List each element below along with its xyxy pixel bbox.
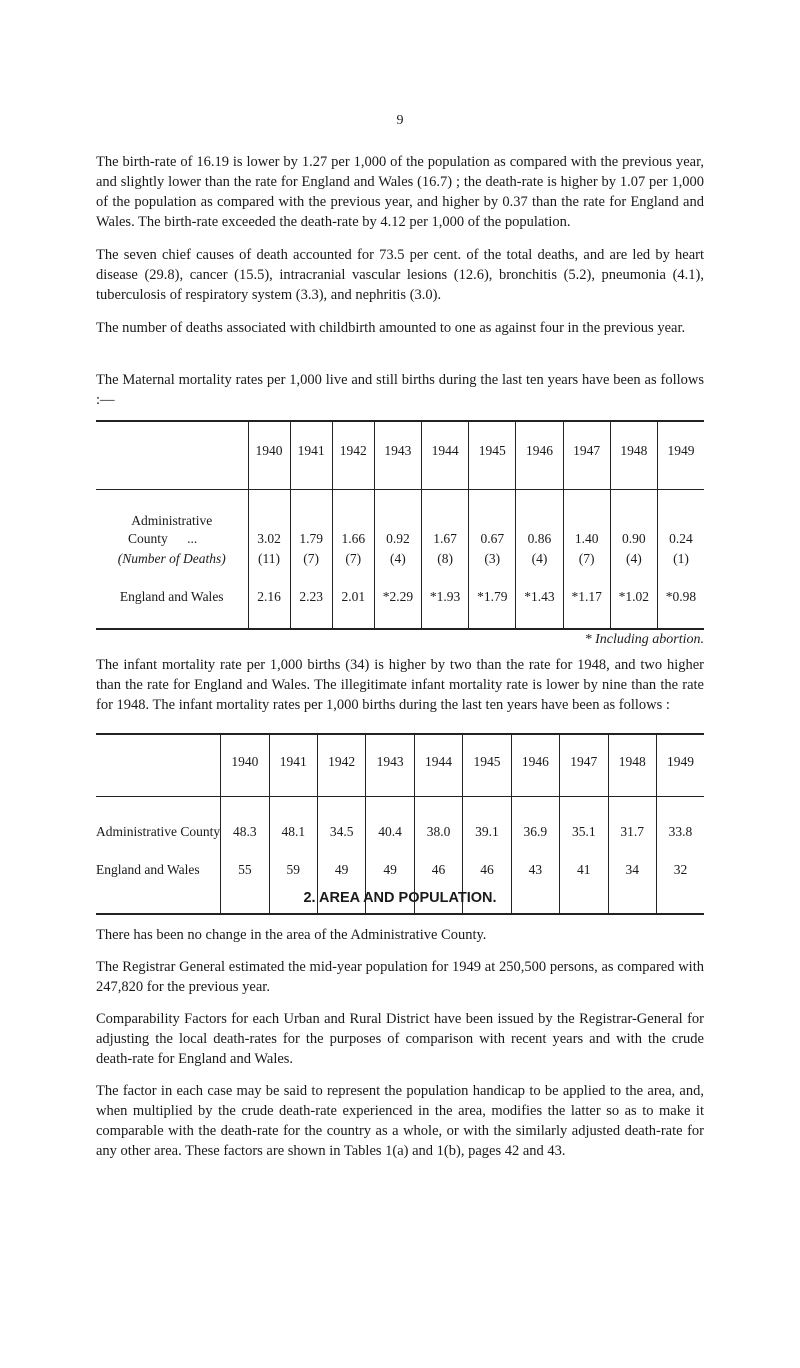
table-cell: (3) bbox=[469, 549, 516, 569]
table-cell: 32 bbox=[656, 840, 704, 878]
table-cell: *2.29 bbox=[374, 587, 421, 607]
table-cell: 1.40 bbox=[563, 529, 610, 549]
table-cell: (1) bbox=[657, 549, 704, 569]
section-heading: 2. AREA AND POPULATION. bbox=[303, 890, 497, 906]
table-cell: 46 bbox=[463, 840, 511, 878]
year-header: 1940 bbox=[221, 754, 269, 796]
infant-mortality-table bbox=[96, 733, 704, 915]
childbirth-deaths-paragraph: The number of deaths associated with childbirth amounted to one as against four in the previous year. bbox=[96, 320, 686, 336]
table-cell: *1.17 bbox=[563, 587, 610, 607]
year-header: 1941 bbox=[290, 443, 332, 489]
england-wales-infant-row bbox=[96, 840, 704, 878]
admin-county-infant-row bbox=[96, 796, 704, 840]
population-handicap-paragraph: The factor in each case may be said to represent the population handicap to be applied to the area, and, when multiplied by the crude death-rate experienced in the area, modifies the latter so as to make it comparable with the death-rate for the country as a whole, or with the similarly adjusted death-rate for any other area. These factors are shown in Tables 1(a) and 1(b), pages 42 and 43. bbox=[96, 1083, 704, 1159]
england-wales-rates-row bbox=[96, 587, 704, 607]
england-wales-label: England and Wales bbox=[96, 862, 200, 877]
england-wales-label: England and Wales bbox=[119, 589, 224, 604]
table-cell: 1.79 bbox=[290, 529, 332, 549]
table-cell: 0.67 bbox=[469, 529, 516, 549]
admin-county-label: Administrative County bbox=[96, 824, 221, 839]
maternal-year-header-row bbox=[96, 443, 704, 489]
table-cell: 43 bbox=[511, 840, 559, 878]
table-cell: *1.93 bbox=[422, 587, 469, 607]
table-cell: *1.02 bbox=[610, 587, 657, 607]
table-cell: 40.4 bbox=[366, 796, 414, 840]
table-cell: 34.5 bbox=[317, 796, 365, 840]
table-cell: 46 bbox=[414, 840, 462, 878]
infant-mortality-paragraph: The infant mortality rate per 1,000 births (34) is higher by two than the rate for 1948, and two higher than the rate for England and Wales. The illegitimate infant mortality rate is lower by nine than the rate for 1948. The infant mortality rates per 1,000 births during the last ten years have been as follows : bbox=[96, 657, 704, 713]
infant-year-header-row bbox=[96, 754, 704, 796]
table-cell: 2.16 bbox=[248, 587, 290, 607]
table-cell: (4) bbox=[610, 549, 657, 569]
table-cell: (4) bbox=[374, 549, 421, 569]
year-header: 1948 bbox=[608, 754, 656, 796]
table-cell: 49 bbox=[366, 840, 414, 878]
table-cell: (8) bbox=[422, 549, 469, 569]
table-cell: (4) bbox=[516, 549, 563, 569]
leader-dots: ... bbox=[187, 531, 198, 546]
table-cell: 41 bbox=[560, 840, 608, 878]
table-cell: 35.1 bbox=[560, 796, 608, 840]
year-header: 1947 bbox=[563, 443, 610, 489]
table-cell: (7) bbox=[290, 549, 332, 569]
table-cell: 33.8 bbox=[656, 796, 704, 840]
area-paragraph: There has been no change in the area of the Administrative County. bbox=[96, 927, 487, 943]
year-header: 1945 bbox=[463, 754, 511, 796]
year-header: 1940 bbox=[248, 443, 290, 489]
admin-county-label-line2: County bbox=[128, 531, 168, 546]
table-cell: (7) bbox=[332, 549, 374, 569]
year-header: 1948 bbox=[610, 443, 657, 489]
number-of-deaths-label: (Number of Deaths) bbox=[117, 551, 226, 566]
page-number: 9 bbox=[396, 113, 404, 128]
maternal-intro-paragraph: The Maternal mortality rates per 1,000 live and still births during the last ten years have been as follows :— bbox=[96, 372, 704, 408]
table-cell: *0.98 bbox=[657, 587, 704, 607]
table-cell: 2.01 bbox=[332, 587, 374, 607]
year-header: 1943 bbox=[374, 443, 421, 489]
year-header: 1942 bbox=[332, 443, 374, 489]
year-header: 1941 bbox=[269, 754, 317, 796]
population-paragraph: The Registrar General estimated the mid-year population for 1949 at 250,500 persons, as compared with 247,820 for the previous year. bbox=[96, 959, 704, 995]
birth-rate-paragraph: The birth-rate of 16.19 is lower by 1.27 per 1,000 of the population as compared with the previous year, and slightly lower than the rate for England and Wales (16.7) ; the death-rate is higher by 1.07 per 1,000 of the population as compared with the previous year, and higher by 0.37 than the rate for England and Wales. The birth-rate exceeded the death-rate by 4.12 per 1,000 of the population. bbox=[96, 154, 704, 230]
table-cell: 48.3 bbox=[221, 796, 269, 840]
table-cell: 3.02 bbox=[248, 529, 290, 549]
year-header: 1945 bbox=[469, 443, 516, 489]
year-header: 1946 bbox=[516, 443, 563, 489]
table-cell: (11) bbox=[248, 549, 290, 569]
admin-county-rates-row bbox=[96, 529, 704, 549]
table-cell: 34 bbox=[608, 840, 656, 878]
table-cell: 55 bbox=[221, 840, 269, 878]
footnote-including-abortion: * Including abortion. bbox=[584, 632, 704, 647]
table-cell: *1.79 bbox=[469, 587, 516, 607]
table-cell: 48.1 bbox=[269, 796, 317, 840]
comparability-factors-paragraph: Comparability Factors for each Urban and Rural District have been issued by the Registrar-General for adjusting the local death-rates for the purposes of comparison with recent years and with the crude death-rate for England and Wales. bbox=[96, 1011, 704, 1067]
year-header: 1944 bbox=[422, 443, 469, 489]
maternal-mortality-table bbox=[96, 420, 704, 630]
table-cell: *1.43 bbox=[516, 587, 563, 607]
table-cell: (7) bbox=[563, 549, 610, 569]
year-header: 1944 bbox=[414, 754, 462, 796]
table-cell: 1.67 bbox=[422, 529, 469, 549]
table-cell: 0.92 bbox=[374, 529, 421, 549]
year-header: 1942 bbox=[317, 754, 365, 796]
year-header: 1946 bbox=[511, 754, 559, 796]
table-cell: 0.86 bbox=[516, 529, 563, 549]
year-header: 1943 bbox=[366, 754, 414, 796]
year-header: 1947 bbox=[560, 754, 608, 796]
table-cell: 31.7 bbox=[608, 796, 656, 840]
table-cell: 59 bbox=[269, 840, 317, 878]
table-cell: 2.23 bbox=[290, 587, 332, 607]
table-cell: 49 bbox=[317, 840, 365, 878]
admin-county-deaths-row bbox=[96, 549, 704, 569]
admin-county-label-line1: Administrative bbox=[131, 513, 213, 528]
table-cell: 0.90 bbox=[610, 529, 657, 549]
year-header: 1949 bbox=[657, 443, 704, 489]
table-cell: 36.9 bbox=[511, 796, 559, 840]
table-cell: 38.0 bbox=[414, 796, 462, 840]
year-header: 1949 bbox=[656, 754, 704, 796]
table-cell: 1.66 bbox=[332, 529, 374, 549]
table-cell: 0.24 bbox=[657, 529, 704, 549]
causes-of-death-paragraph: The seven chief causes of death accounted for 73.5 per cent. of the total deaths, and are led by heart disease (29.8), cancer (15.5), intracranial vascular lesions (12.6), bronchitis (5.2), pneumonia (4.1), tuberculosis of respiratory system (3.3), and nephritis (3.0). bbox=[96, 247, 704, 303]
table-cell: 39.1 bbox=[463, 796, 511, 840]
